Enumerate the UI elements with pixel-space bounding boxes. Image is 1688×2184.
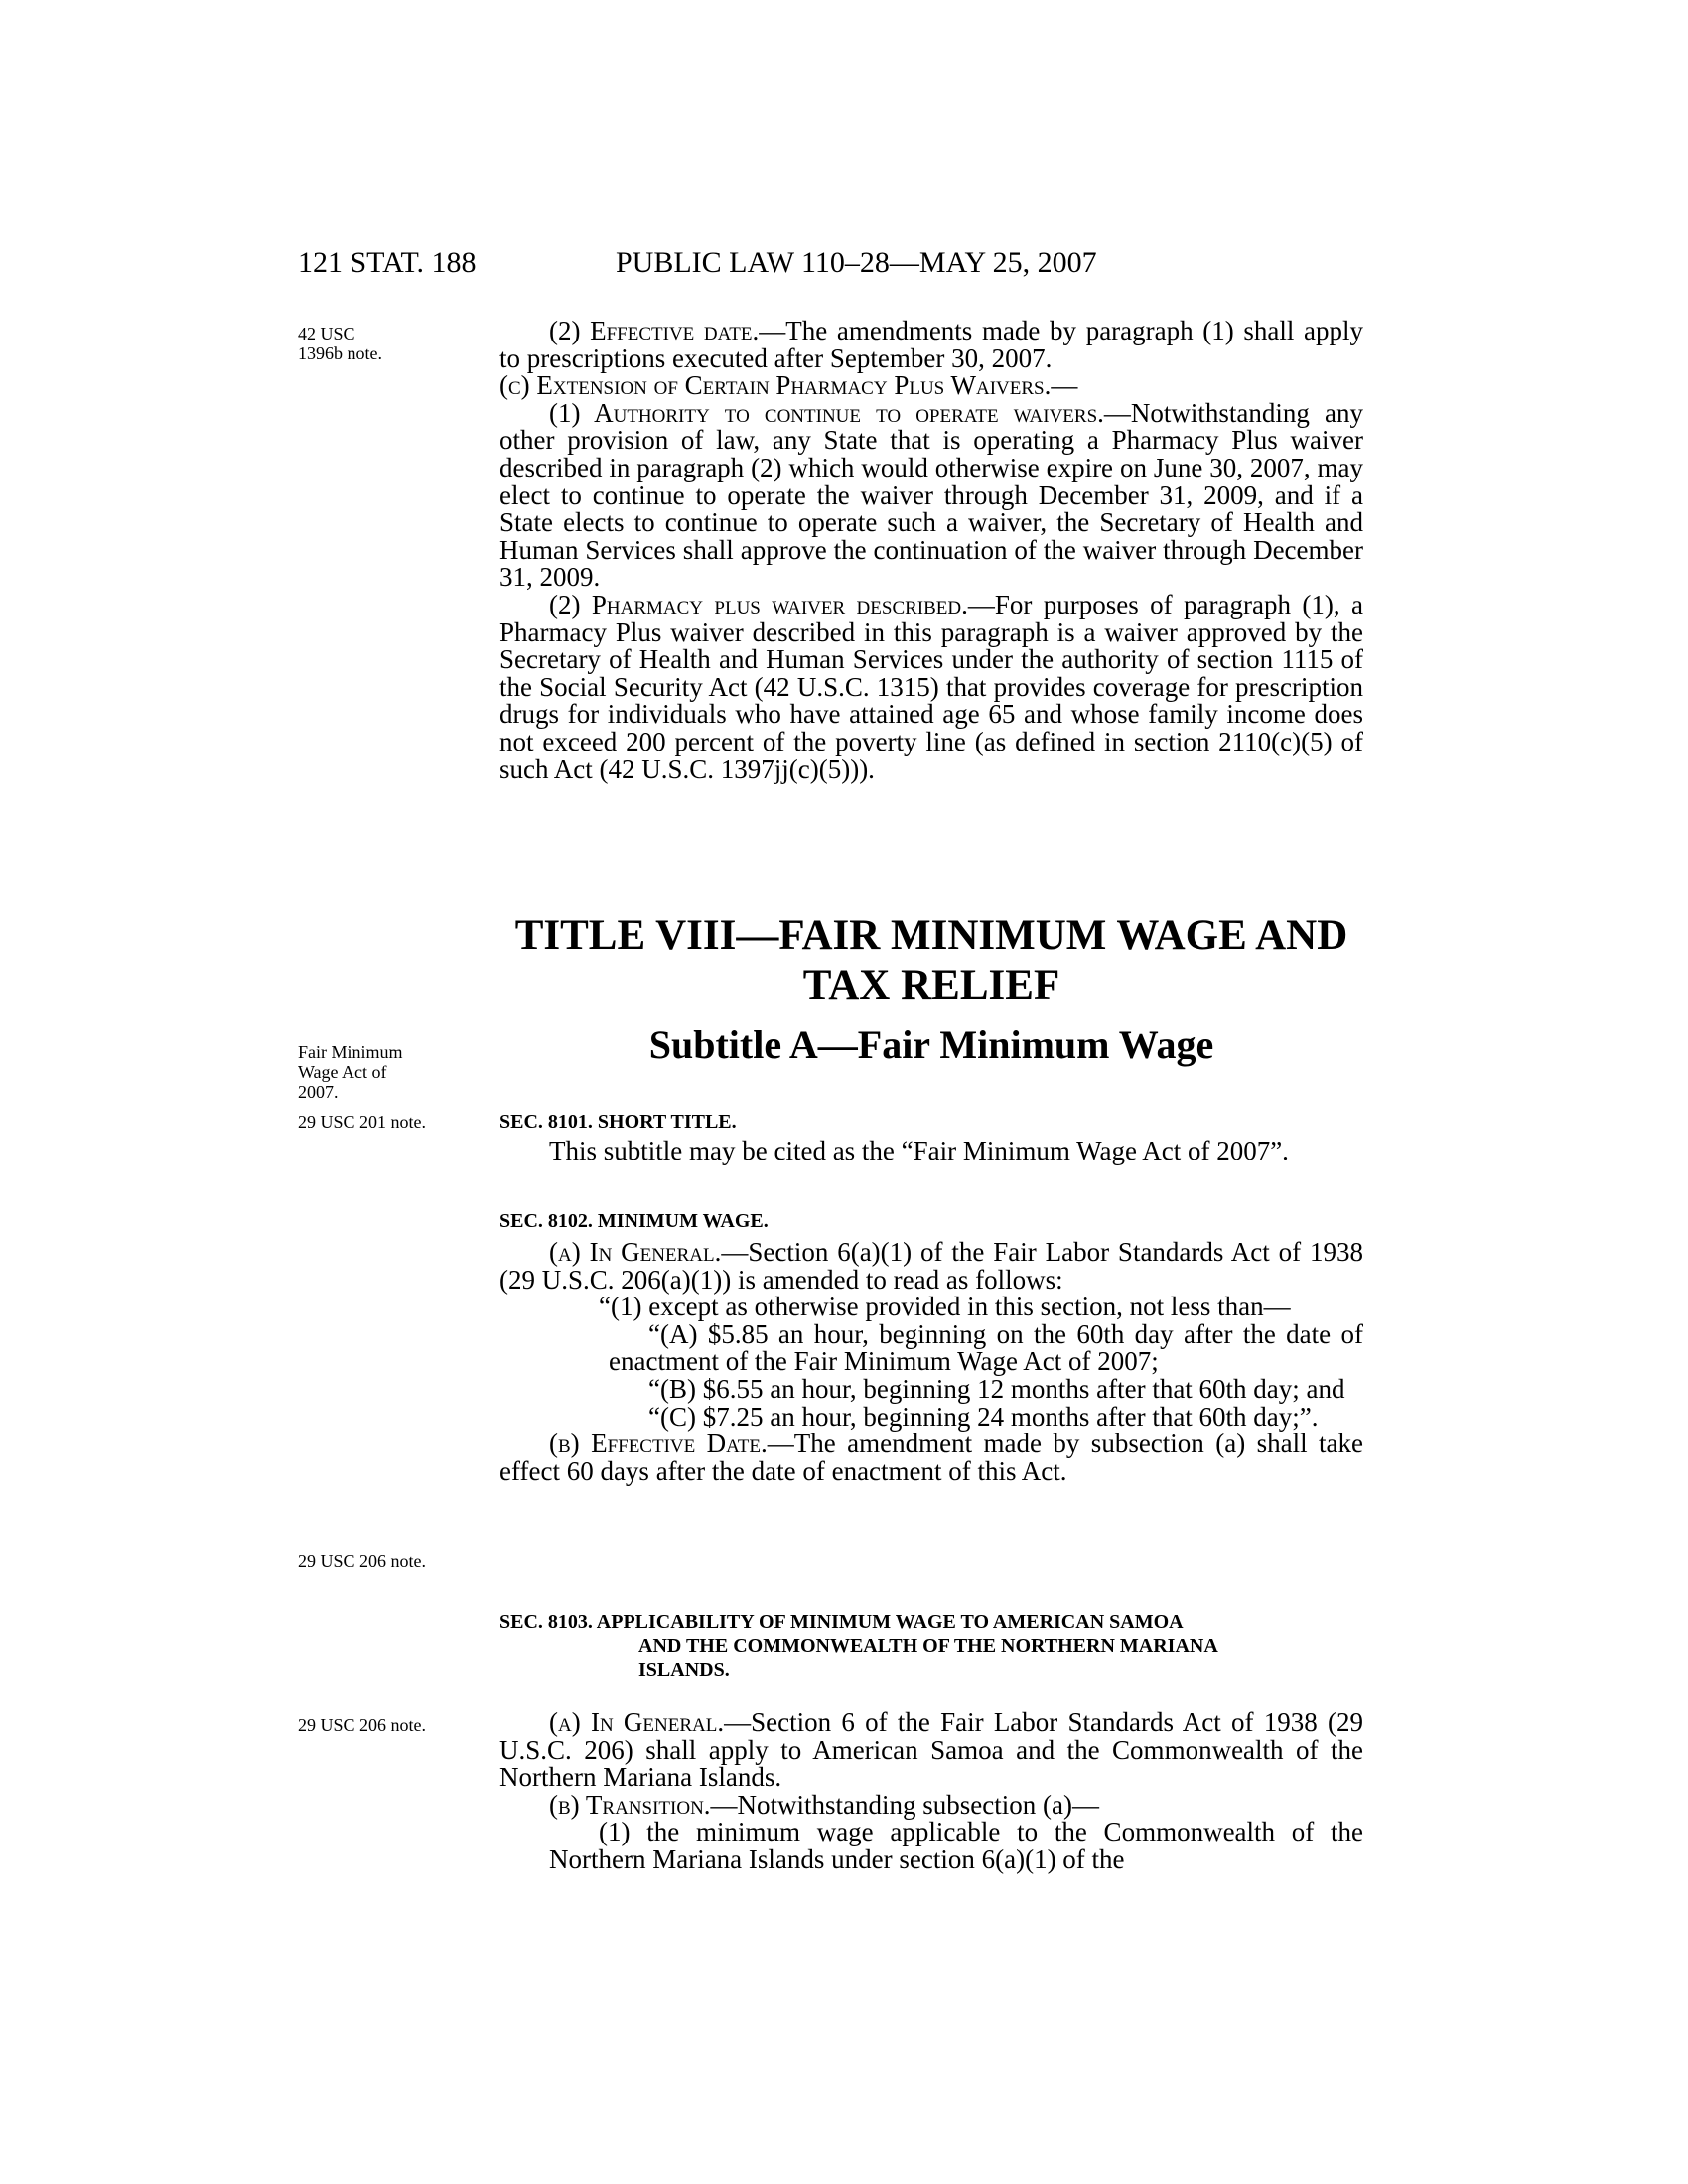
margin-note-fair-minimum-wage-act: Fair Minimum Wage Act of 2007. (298, 1042, 403, 1102)
quoted-paragraph-1: “(1) except as otherwise provided in this section, not less than— (599, 1292, 1291, 1322)
statute-page-number: 121 STAT. 188 (298, 246, 477, 279)
section-8101-body (499, 1138, 1363, 1165)
section-8103-paragraph-1: (1) the minimum wage applicable to the Commonwealth of the Northern Mariana Islands under section 6(a)(1) of the (549, 1817, 1363, 1874)
section-8101-text: This subtitle may be cited as the “Fair Minimum Wage Act of 2007”. (549, 1136, 1289, 1165)
subsection-c-heading: (c) Extension of Certain Pharmacy Plus Waivers.— (499, 370, 1078, 401)
title-heading (499, 911, 1363, 1011)
margin-note-usc-201: 29 USC 201 note. (298, 1112, 427, 1132)
section-8102-body (499, 1239, 1363, 1485)
margin-note-usc-1396b: 42 USC 1396b note. (298, 324, 382, 363)
margin-note-usc-206-a: 29 USC 206 note. (298, 1551, 427, 1570)
paragraph-authority-to-continue: (1) Authority to continue to operate waivers.—Notwithstanding any other provision of law, any State that is operating a Pharmacy Plus waiver described in paragraph (2) which would otherwise expire on June 30, 2007, may elect to continue to operate the waiver through December 31, 2009, and if a State elects to continue to operate such a waiver, the Secretary of Health and Human Services shall approve the continuation of the waiver through December 31, 2009. (499, 397, 1363, 593)
title-line-2: TAX RELIEF (802, 962, 1060, 1009)
quoted-clause-a: “(A) $5.85 an hour, beginning on the 60th day after the date of enactment of the Fair Minimum Wage Act of 2007; (609, 1318, 1363, 1377)
subtitle-text: Subtitle A—Fair Minimum Wage (648, 1023, 1214, 1067)
section-8103-body (499, 1709, 1363, 1874)
quoted-clause-c: “(C) $7.25 an hour, beginning 24 months after that 60th day;”. (648, 1401, 1319, 1432)
margin-note-usc-206-b: 29 USC 206 note. (298, 1715, 427, 1735)
paragraph-effective-date: (2) Effective date.—The amendments made by paragraph (1) shall apply to prescriptions executed after September 30, 2007. (499, 316, 1363, 373)
title-line-1: TITLE VIII—FAIR MINIMUM WAGE AND (514, 912, 1348, 959)
section-8103-heading: SEC. 8103. APPLICABILITY OF MINIMUM WAGE TO AMERICAN SAMOA AND THE COMMONWEALTH OF THE NORTHERN MARIANA ISLANDS. (499, 1611, 1218, 1681)
subtitle-heading (499, 1023, 1363, 1068)
section-8101-heading: SEC. 8101. SHORT TITLE. (499, 1111, 737, 1133)
paragraph-pharmacy-plus-waiver: (2) Pharmacy plus waiver described.—For purposes of paragraph (1), a Pharmacy Plus waiver described in this paragraph is a waiver approved by the Secretary of Health and Human Services under the authority of section 1115 of the Social Security Act (42 U.S.C. 1315) that provides coverage for prescription drugs for individuals who have attained age 65 and whose family income does not exceed 200 percent of the poverty line (as defined in section 2110(c)(5) of such Act (42 U.S.C. 1397jj(c)(5))). (499, 589, 1364, 784)
section-8102-heading: SEC. 8102. MINIMUM WAGE. (499, 1210, 769, 1232)
section-8102-subsection-b: (b) Effective Date.—The amendment made by subsection (a) shall take effect 60 days after the date of enactment of this Act. (499, 1429, 1363, 1486)
section-8103-subsection-b: (b) Transition.—Notwithstanding subsection (a)— (549, 1789, 1099, 1820)
page-header (298, 246, 1350, 286)
section-8103-subsection-a: (a) In General.—Section 6 of the Fair Labor Standards Act of 1938 (29 U.S.C. 206) shall apply to American Samoa and the Commonwealth of the Northern Mariana Islands. (499, 1707, 1363, 1793)
quoted-clause-b: “(B) $6.55 an hour, beginning 12 months after that 60th day; and (648, 1373, 1345, 1404)
pharmacy-provisions-block (499, 318, 1363, 783)
public-law-citation: PUBLIC LAW 110–28—MAY 25, 2007 (616, 246, 1097, 279)
section-8102-subsection-a: (a) In General.—Section 6(a)(1) of the Fair Labor Standards Act of 1938 (29 U.S.C. 206(a)(1)) is amended to read as follows: (499, 1237, 1363, 1295)
